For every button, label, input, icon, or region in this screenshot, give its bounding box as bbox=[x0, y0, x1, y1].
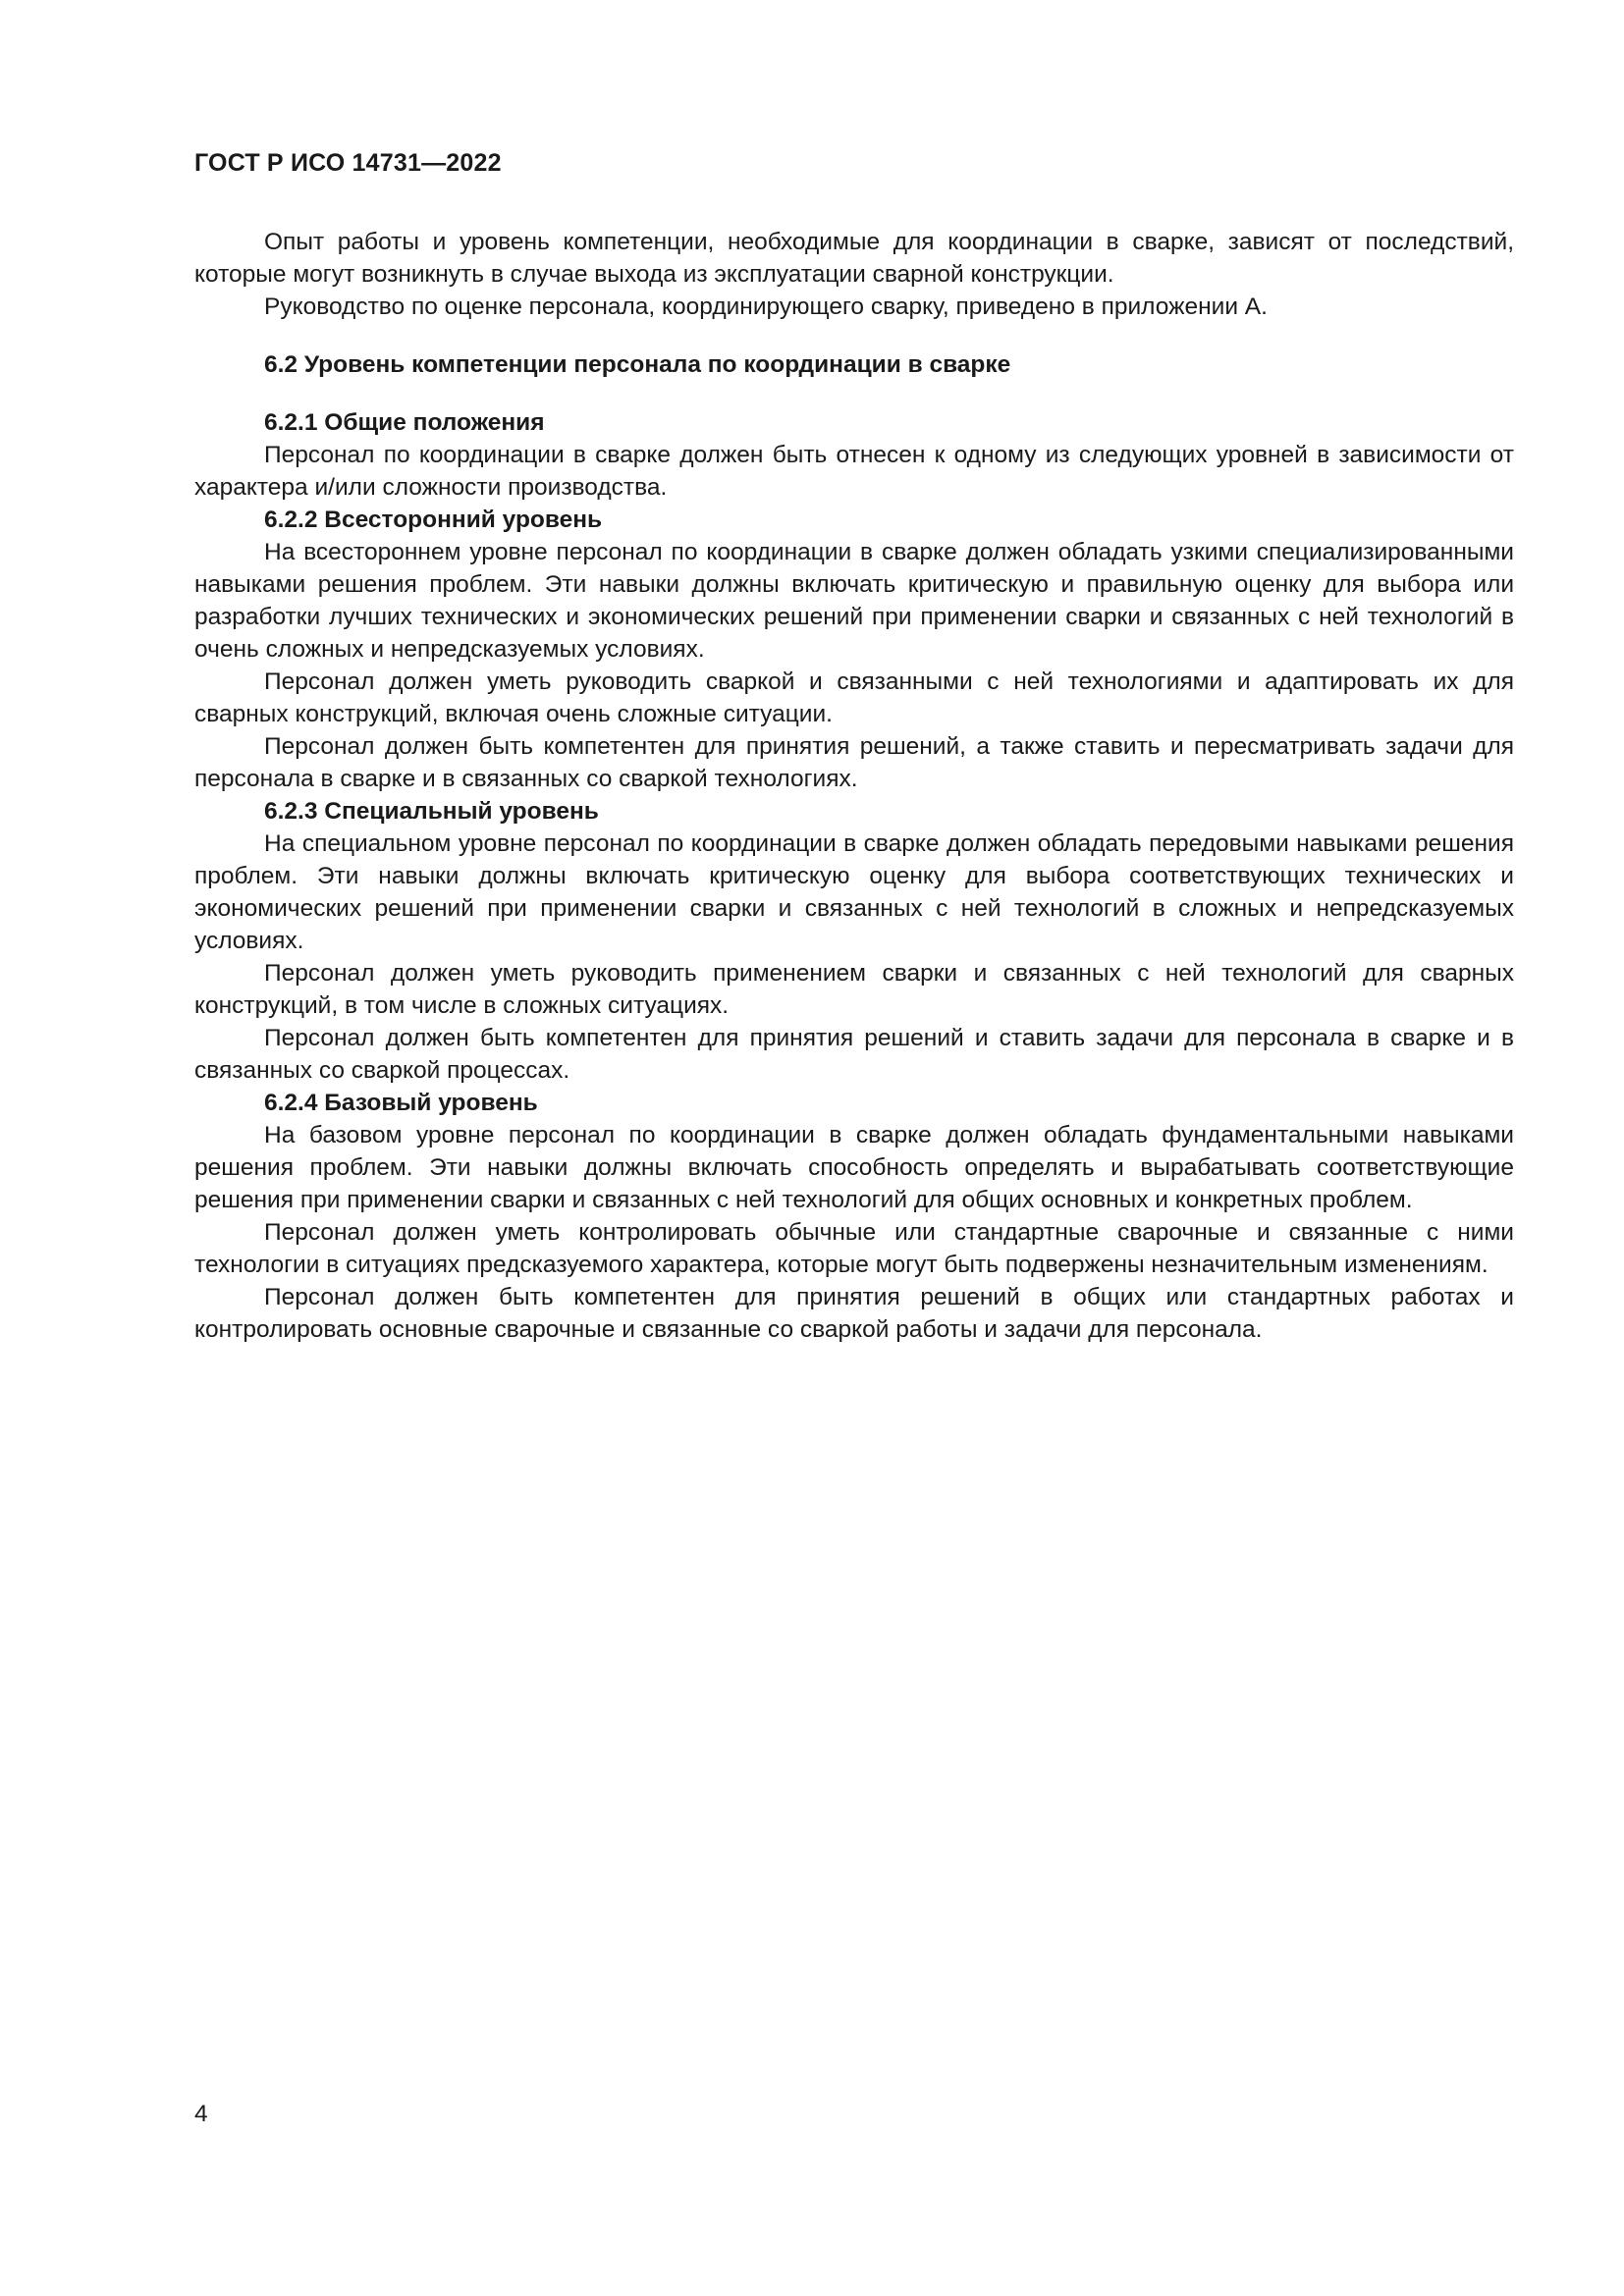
section-6-2-2-title: 6.2.2 Всесторонний уровень bbox=[264, 507, 603, 533]
page-number: 4 bbox=[194, 2101, 208, 2127]
section-6-2-2-paragraph-1: На всестороннем уровне персонал по координации в сварке должен обладать узкими специализированными навыками решения проблем. Эти навыки должны включать критическую и правильную оценку для выбора или разработки лучших технических и экономических решений при применении сварки и связанных с ней технологий в очень сложных и непредсказуемых условиях. bbox=[194, 539, 1514, 663]
section-6-2-2-paragraph-3: Персонал должен быть компетентен для принятия решений, а также ставить и пересматривать задачи для персонала в сварке и в связанных со сваркой технологиях. bbox=[194, 733, 1514, 792]
section-6-2-3-paragraph-2: Персонал должен уметь руководить применением сварки и связанных с ней технологий для сварных конструкций, в том числе в сложных ситуациях. bbox=[194, 960, 1514, 1019]
section-6-2-4-paragraph-3: Персонал должен быть компетентен для принятия решений в общих или стандартных работах и контролировать основные сварочные и связанные со сваркой работы и задачи для персонала. bbox=[194, 1284, 1514, 1343]
section-6-2-3-paragraph-1: На специальном уровне персонал по координации в сварке должен обладать передовыми навыками решения проблем. Эти навыки должны включать критическую оценку для выбора соответствующих технических и экономических решений при применении сварки и связанных с ней технологий в сложных и непредсказуемых условиях. bbox=[194, 830, 1514, 954]
section-6-2-4-paragraph-2: Персонал должен уметь контролировать обычные или стандартные сварочные и связанные с ними технологии в ситуациях предсказуемого характера, которые могут быть подвержены незначительным изменениям. bbox=[194, 1219, 1514, 1278]
section-6-2-1-title: 6.2.1 Общие положения bbox=[264, 409, 545, 436]
section-6-2-title: 6.2 Уровень компетенции персонала по координации в сварке bbox=[264, 351, 1011, 378]
section-6-2-3-paragraph-3: Персонал должен быть компетентен для принятия решений и ставить задачи для персонала в сварке и в связанных со сваркой процессах. bbox=[194, 1025, 1514, 1084]
document-header: ГОСТ Р ИСО 14731—2022 bbox=[194, 149, 502, 177]
section-6-2-4-title: 6.2.4 Базовый уровень bbox=[264, 1090, 538, 1116]
section-6-2-4-paragraph-1: На базовом уровне персонал по координации в сварке должен обладать фундаментальными навыками решения проблем. Эти навыки должны включать способность определять и вырабатывать соответствующие решения при применении сварки и связанных с ней технологий для общих основных и конкретных проблем. bbox=[194, 1122, 1514, 1213]
intro-paragraph-2: Руководство по оценке персонала, координирующего сварку, приведено в приложении А. bbox=[264, 294, 1268, 320]
intro-paragraph-1: Опыт работы и уровень компетенции, необходимые для координации в сварке, зависят от последствий, которые могут возникнуть в случае выхода из эксплуатации сварной конструкции. bbox=[194, 229, 1514, 288]
section-6-2-1-paragraph-1: Персонал по координации в сварке должен быть отнесен к одному из следующих уровней в зависимости от характера и/или сложности производства. bbox=[194, 442, 1514, 501]
section-6-2-3-title: 6.2.3 Специальный уровень bbox=[264, 798, 599, 825]
section-6-2-2-paragraph-2: Персонал должен уметь руководить сваркой и связанными с ней технологиями и адаптировать их для сварных конструкций, включая очень сложные ситуации. bbox=[194, 668, 1514, 727]
document-body bbox=[194, 226, 1514, 1346]
